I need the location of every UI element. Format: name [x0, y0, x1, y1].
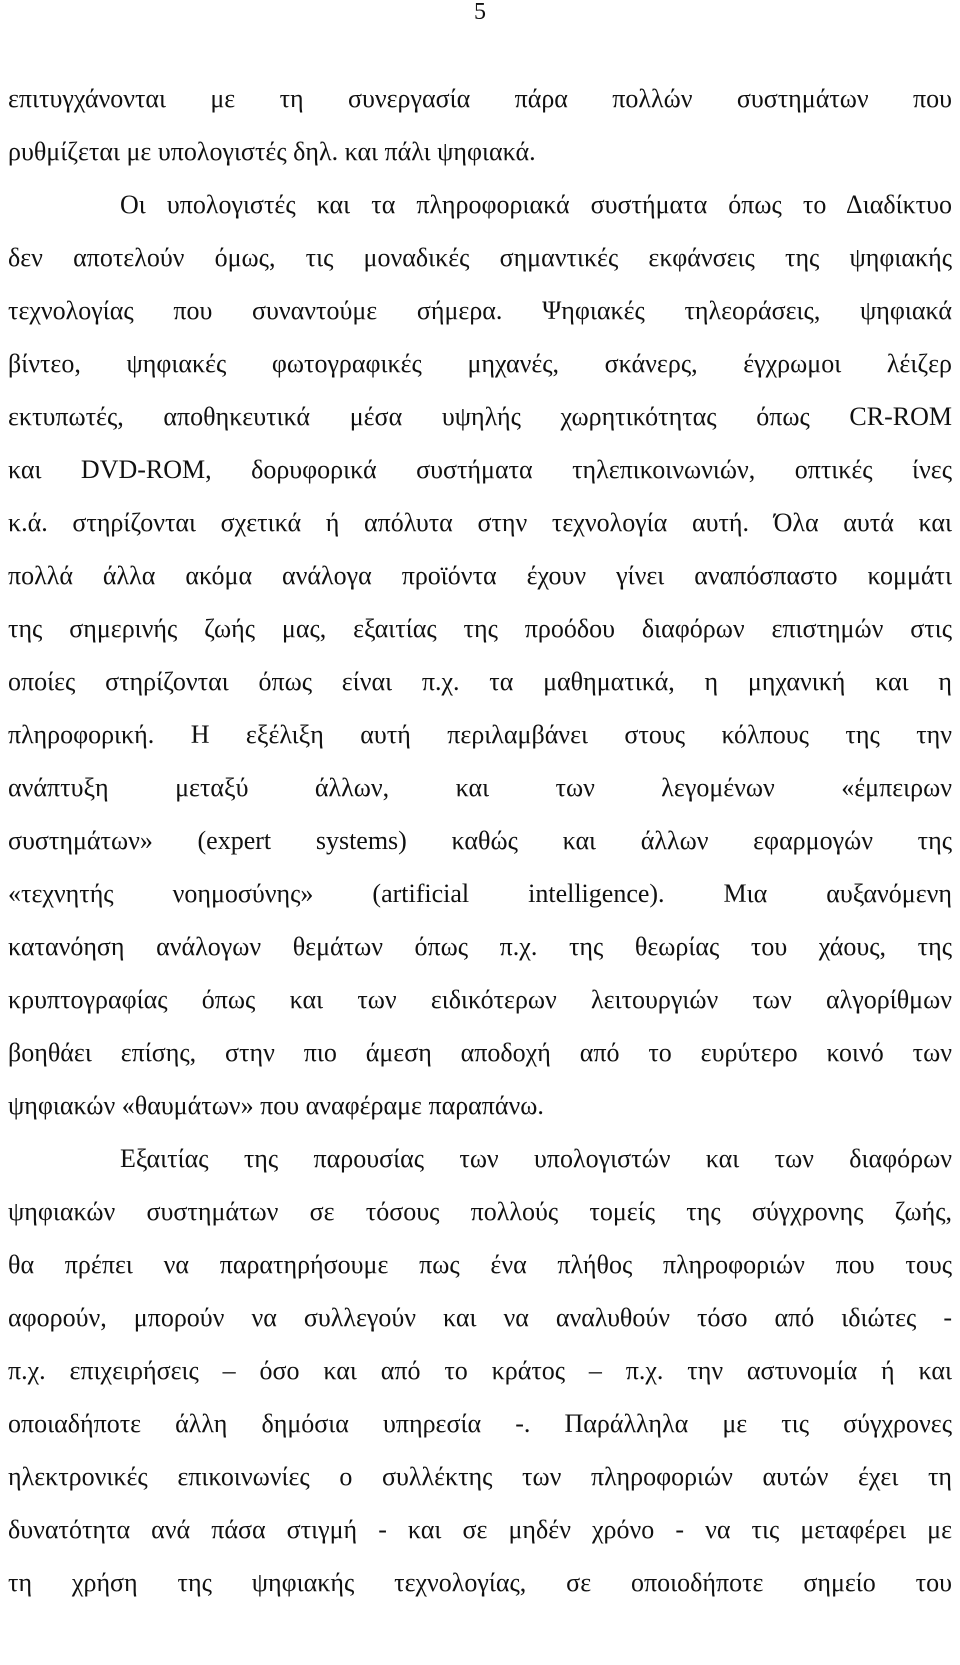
- text-line: ψηφιακών συστημάτων σε τόσους πολλούς τομείς της σύγχρονης ζωής,: [8, 1197, 952, 1226]
- page-number: 5: [474, 0, 486, 25]
- text-line: τεχνολογίας που συναντούμε σήμερα. Ψηφιακές τηλεοράσεις, ψηφιακά: [8, 296, 952, 325]
- text-line: ανάπτυξη μεταξύ άλλων, και των λεγομένων «έμπειρων: [8, 773, 952, 802]
- text-line: πολλά άλλα ακόμα ανάλογα προϊόντα έχουν γίνει αναπόσπαστο κομμάτι: [8, 561, 952, 590]
- text-line: τη χρήση της ψηφιακής τεχνολογίας, σε οποιοδήποτε σημείο του: [8, 1568, 952, 1597]
- text-line: βοηθάει επίσης, στην πιο άμεση αποδοχή από το ευρύτερο κοινό των: [8, 1038, 952, 1067]
- text-line: οποίες στηρίζονται όπως είναι π.χ. τα μαθηματικά, η μηχανική και η: [8, 667, 952, 696]
- text-line: και DVD-ROM, δορυφορικά συστήματα τηλεπικοινωνιών, οπτικές ίνες: [8, 455, 952, 484]
- text-line: ψηφιακών «θαυμάτων» που αναφέραμε παραπάνω.: [8, 1091, 544, 1120]
- text-line: της σημερινής ζωής μας, εξαιτίας της προόδου διαφόρων επιστημών στις: [8, 614, 952, 643]
- text-line: «τεχνητής νοημοσύνης» (artificial intelligence). Μια αυξανόμενη: [8, 879, 952, 908]
- text-line: οποιαδήποτε άλλη δημόσια υπηρεσία -. Παράλληλα με τις σύγχρονες: [8, 1409, 952, 1438]
- text-line: αφορούν, μπορούν να συλλεγούν και να αναλυθούν τόσο από ιδιώτες -: [8, 1303, 952, 1332]
- text-line: κρυπτογραφίας όπως και των ειδικότερων λειτουργιών των αλγορίθμων: [8, 985, 952, 1014]
- text-line: κ.ά. στηρίζονται σχετικά ή απόλυτα στην τεχνολογία αυτή. Όλα αυτά και: [8, 508, 952, 537]
- text-line: Οι υπολογιστές και τα πληροφοριακά συστήματα όπως το Διαδίκτυο: [120, 190, 952, 219]
- text-line: δεν αποτελούν όμως, τις μοναδικές σημαντικές εκφάνσεις της ψηφιακής: [8, 243, 952, 272]
- text-line: θα πρέπει να παρατηρήσουμε πως ένα πλήθος πληροφοριών που τους: [8, 1250, 952, 1279]
- text-line: Εξαιτίας της παρουσίας των υπολογιστών και των διαφόρων: [120, 1144, 952, 1173]
- document-body: [8, 72, 952, 1609]
- text-line: συστημάτων» (expert systems) καθώς και άλλων εφαρμογών της: [8, 826, 952, 855]
- text-line: εκτυπωτές, αποθηκευτικά μέσα υψηλής χωρητικότητας όπως CR-ROM: [8, 402, 952, 431]
- text-line: ρυθμίζεται με υπολογιστές δηλ. και πάλι ψηφιακά.: [8, 137, 536, 166]
- text-line: δυνατότητα ανά πάσα στιγμή - και σε μηδέν χρόνο - να τις μεταφέρει με: [8, 1515, 952, 1544]
- text-line: ηλεκτρονικές επικοινωνίες ο συλλέκτης των πληροφοριών αυτών έχει τη: [8, 1462, 952, 1491]
- text-line: κατανόηση ανάλογων θεμάτων όπως π.χ. της θεωρίας του χάους, της: [8, 932, 952, 961]
- text-line: π.χ. επιχειρήσεις – όσο και από το κράτος – π.χ. την αστυνομία ή και: [8, 1356, 952, 1385]
- text-line: επιτυγχάνονται με τη συνεργασία πάρα πολλών συστημάτων που: [8, 84, 952, 113]
- text-line: βίντεο, ψηφιακές φωτογραφικές μηχανές, σκάνερς, έγχρωμοι λέιζερ: [8, 349, 952, 378]
- text-line: πληροφορική. Η εξέλιξη αυτή περιλαμβάνει στους κόλπους της την: [8, 720, 952, 749]
